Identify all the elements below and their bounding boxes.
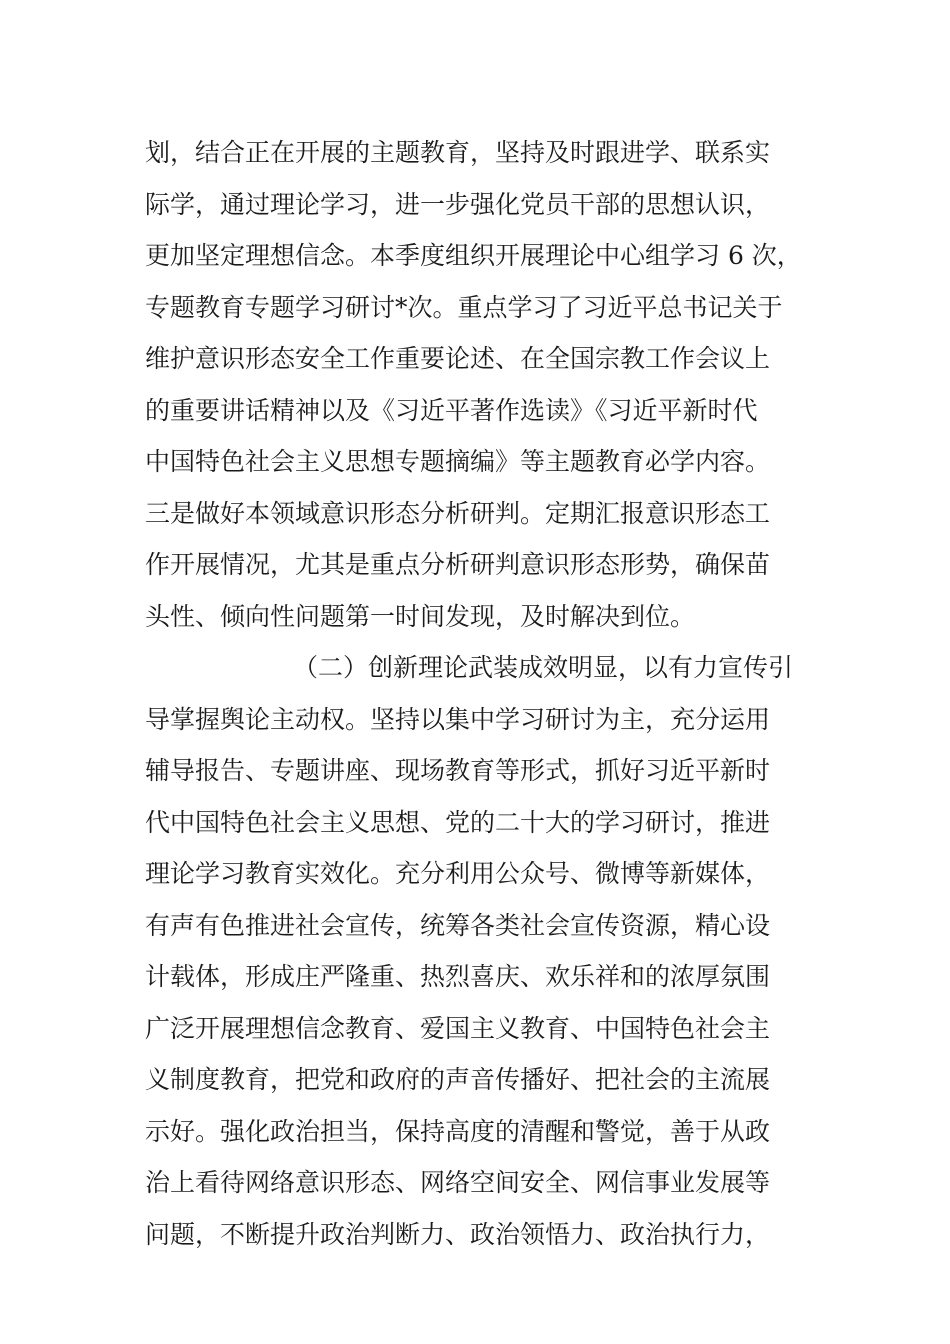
- text-line: 划，结合正在开展的主题教育，坚持及时跟进学、联系实: [145, 138, 771, 167]
- text-line: 作开展情况，尤其是重点分析研判意识形态形势，确保苗: [145, 550, 771, 579]
- text-line: 更加坚定理想信念。本季度组织开展理论中心组学习 6 次，: [145, 241, 802, 270]
- text-line: 际学，通过理论学习，进一步强化党员干部的思想认识，: [145, 189, 771, 219]
- section-heading: （二）创新理论武装成效明显，以有力宣传引: [293, 653, 794, 682]
- text-line: 维护意识形态安全工作重要论述、在全国宗教工作会议上: [145, 344, 771, 373]
- text-line: 广泛开展理想信念教育、爱国主义教育、中国特色社会主: [145, 1013, 771, 1043]
- text-line: 计载体，形成庄严隆重、热烈喜庆、欢乐祥和的浓厚氛围: [145, 962, 771, 991]
- text-line: 导掌握舆论主动权。坚持以集中学习研讨为主，充分运用: [145, 704, 771, 734]
- text-line: 治上看待网络意识形态、网络空间安全、网信事业发展等: [145, 1168, 771, 1197]
- text-line: 三是做好本领域意识形态分析研判。定期汇报意识形态工: [145, 498, 771, 528]
- body-text: [145, 127, 835, 1260]
- text-line: 有声有色推进社会宣传，统筹各类社会宣传资源，精心设: [145, 910, 771, 940]
- text-line: 头性、倾向性问题第一时间发现，及时解决到位。: [145, 601, 696, 631]
- text-line: 示好。强化政治担当，保持高度的清醒和警觉，善于从政: [145, 1116, 771, 1146]
- text-line: 的重要讲话精神以及《习近平著作选读》《习近平新时代: [145, 395, 758, 425]
- text-line: 代中国特色社会主义思想、党的二十大的学习研讨，推进: [145, 807, 771, 837]
- text-line: 中国特色社会主义思想专题摘编》等主题教育必学内容。: [145, 447, 771, 476]
- text-line: 理论学习教育实效化。充分利用公众号、微博等新媒体，: [145, 859, 771, 888]
- text-line: 辅导报告、专题讲座、现场教育等形式，抓好习近平新时: [145, 756, 771, 785]
- text-line: 问题，不断提升政治判断力、政治领悟力、政治执行力，: [145, 1219, 771, 1249]
- text-line: 专题教育专题学习研讨*次。重点学习了习近平总书记关于: [145, 292, 783, 322]
- text-line: 义制度教育，把党和政府的声音传播好、把社会的主流展: [145, 1065, 771, 1094]
